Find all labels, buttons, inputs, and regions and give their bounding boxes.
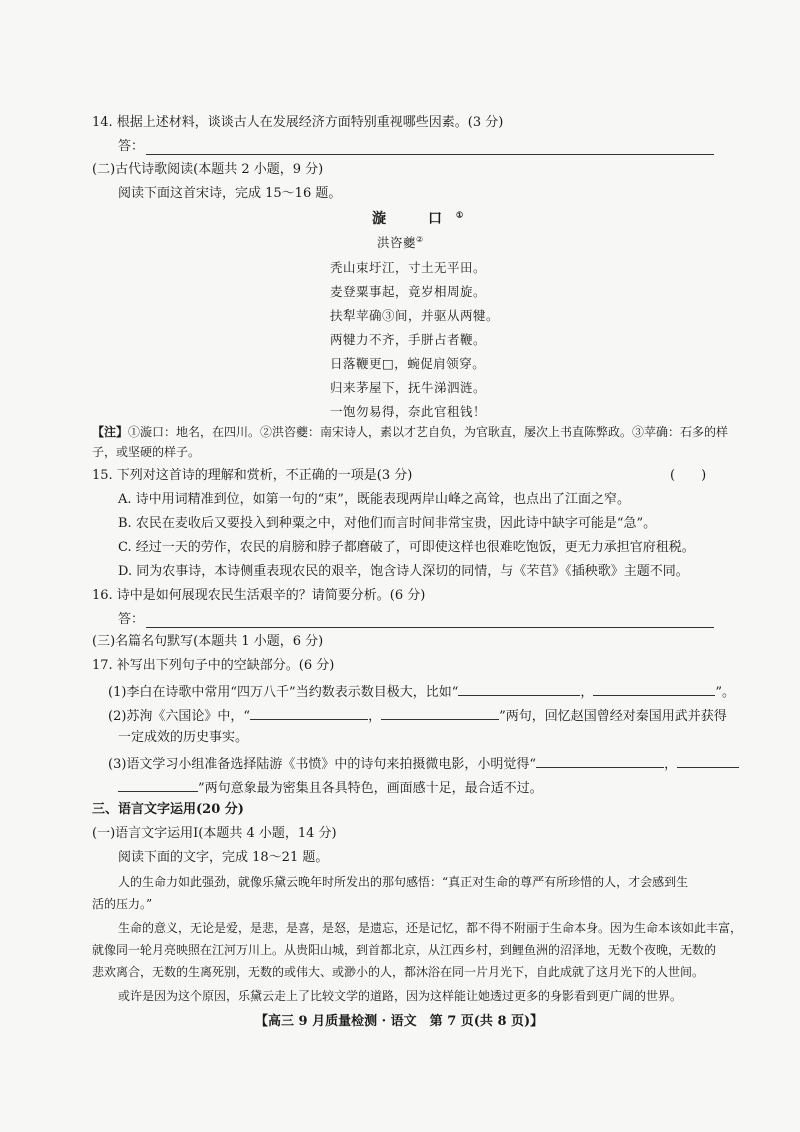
passage-p2-line-2: 就像同一轮月亮映照在江河万川上。从贵阳山城，到首都北京，从江西乡村，到鲤鱼洲的沼泽地，无数个夜晚，无数的 [92,943,717,957]
blank-3b[interactable] [677,753,739,768]
poem-line-3: 扶犁苹确③间，并驱从两犍。 [330,308,500,323]
passage-p2-line-3: 悲欢离合，无数的生离死别，无数的或伟大、或渺小的人，都沐浴在同一片月光下，自此成就了这月光下的人世间。 [92,965,705,979]
answer-label-14: 答： [118,139,145,154]
q17-sentence-2-cont: 一定成效的历史事实。 [118,730,249,745]
passage-p2-line-1: 生命的意义，无论是爱，是悲，是喜，是怒，是遗忘，还是记忆，都不得不附丽于生命本身。因为生命本该如此丰富， [118,921,743,935]
poem-line-1: 秃山束圩江，寸土无平田。 [330,260,487,275]
passage-p1-line-2: 活的压力。” [92,897,153,911]
answer-line-16[interactable] [146,627,714,628]
question-14: 14. 根据上述材料，谈谈古人在发展经济方面特别重视哪些因素。(3 分) [92,115,504,130]
poem-note-line-1: 【注】①漩口：地名，在四川。②洪咨夔：南宋诗人，素以才艺自负，为官耿直，屡次上书直陈弊政。③苹确：石多的样 [92,425,729,439]
part-3-sub-header: (一)语言文字运用Ⅰ(本题共 4 小题，14 分) [92,826,337,841]
blank-2a[interactable] [250,705,368,720]
answer-paren-15[interactable]: ( ) [670,468,707,483]
part-3-header: 三、语言文字运用(20 分) [92,802,244,817]
blank-1b[interactable] [593,681,715,696]
q17-sentence-2: (2)苏洵《六国论》中，“ ， ”两句，回忆赵国曾经对秦国用武并获得 [108,705,727,726]
option-a: A. 诗中用词精准到位，如第一句的“束”，既能表现两岸山峰之高耸，也点出了江面之窄。 [118,492,630,507]
poem-line-6: 归来茅屋下，抚牛涕泗涟。 [330,380,487,395]
section-3-header: (三)名篇名句默写(本题共 1 小题，6 分) [92,634,324,649]
page-footer: 【高三 9 月质量检测 · 语文 第 7 页(共 8 页)】 [255,1014,544,1029]
option-d: D. 同为农事诗，本诗侧重表现农民的艰辛，饱含诗人深切的同情，与《芣苢》《插秧歌》主题不同。 [118,564,689,579]
part-3-intro: 阅读下面的文字，完成 18～21 题。 [118,850,329,865]
section-2-header: (二)古代诗歌阅读(本题共 2 小题，9 分) [92,162,324,177]
option-b: B. 农民在麦收后又要投入到种粟之中，对他们而言时间非常宝贵，因此诗中缺字可能是“急”。 [118,516,657,531]
blank-2b[interactable] [381,705,499,720]
poem-line-5: 日落鞭更□，蜿促肩领穿。 [330,356,486,371]
question-17: 17. 补写出下列句子中的空缺部分。(6 分) [92,658,335,673]
blank-3a[interactable] [536,753,664,768]
section-2-intro: 阅读下面这首宋诗，完成 15～16 题。 [118,186,342,201]
q17-sentence-3-cont: ”两句意象最为密集且各具特色，画面感十足，最合适不过。 [118,777,543,798]
blank-1a[interactable] [458,681,580,696]
passage-p3-line-1: 或许是因为这个原因，乐黛云走上了比较文学的道路，因为这样能让她透过更多的身影看到更广阔的世界。 [118,989,683,1003]
option-c: C. 经过一天的劳作，农民的肩膀和脖子都磨破了，可即使这样也很难吃饱饭，更无力承担官府租税。 [118,540,695,555]
poem-line-4: 两犍力不齐，手胼占者鞭。 [330,332,487,347]
poem-line-7: 一饱勿易得，奈此官租钱！ [330,404,487,419]
q17-sentence-1: (1)李白在诗歌中常用“四万八千”当约数表示数目极大，比如“ ， ”。 [108,681,735,702]
note-label: 【注】 [92,425,129,439]
answer-line-14[interactable] [146,154,714,155]
poem-line-2: 麦登粟事起，竟岁相周旋。 [330,284,487,299]
poem-note-line-2: 子，或坚硬的样子。 [92,445,201,459]
q17-sentence-3: (3)语文学习小组准备选择陆游《书愤》中的诗句来拍摄微电影，小明觉得“ ， [108,753,739,774]
question-16: 16. 诗中是如何展现农民生活艰辛的？请简要分析。(6 分) [92,588,426,603]
poem-title: 漩 口① [372,209,478,227]
question-15: 15. 下列对这首诗的理解和赏析，不正确的一项是(3 分) [92,468,413,483]
answer-label-16: 答： [118,612,145,627]
poem-author: 洪咨夔② [377,234,424,250]
passage-p1-line-1: 人的生命力如此强劲，就像乐黛云晚年时所发出的那句感悟：“真正对生命的尊严有所珍惜的人，才会感到生 [118,875,689,889]
blank-3c[interactable] [118,777,198,792]
